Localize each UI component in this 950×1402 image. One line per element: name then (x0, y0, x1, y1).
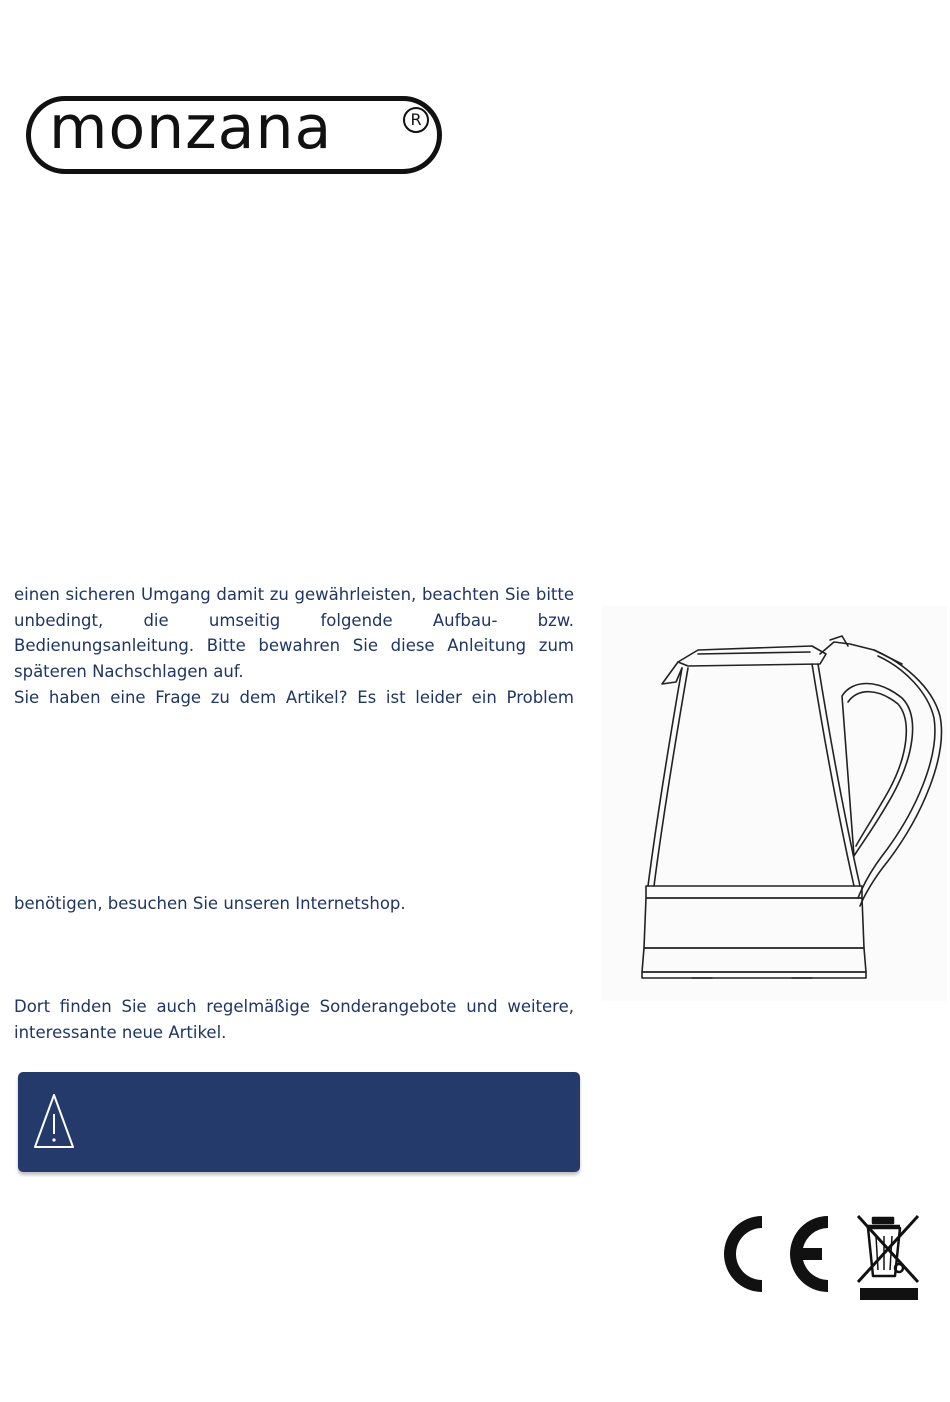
warning-triangle-icon (32, 1092, 76, 1152)
question-paragraph: Sie haben eine Frage zu dem Artikel? Es ist leider ein Problem (14, 688, 574, 707)
intro-paragraph: einen sicheren Umgang damit zu gewährleisten, beachten Sie bitte unbedingt, die umseitig folgende Aufbau- bzw. Bedienungsanleitung. Bitte bewahren Sie diese Anleitung zum späteren Nachschlagen auf. (14, 585, 574, 681)
shop-paragraph: benötigen, besuchen Sie unseren Internetshop. (14, 894, 406, 913)
weee-bin-icon (858, 1216, 918, 1300)
registered-mark: R (403, 107, 429, 133)
kettle-icon (602, 606, 947, 1001)
offers-paragraph: Dort finden Sie auch regelmäßige Sonderangebote und weitere, interessante neue Artikel. (14, 997, 574, 1042)
brand-logo-text: monzana (49, 93, 333, 163)
ce-mark-icon (724, 1216, 828, 1292)
warning-box (18, 1072, 580, 1172)
brand-logo (26, 93, 442, 174)
